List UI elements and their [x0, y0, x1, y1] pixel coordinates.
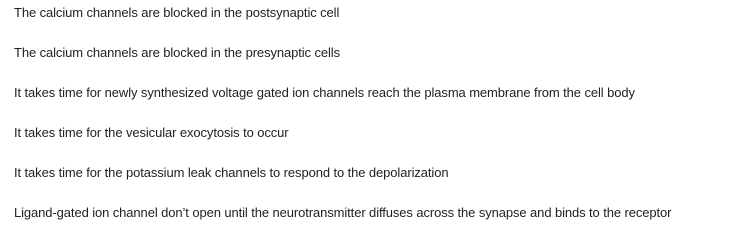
answer-option[interactable]	[0, 196, 735, 230]
answer-option[interactable]	[0, 0, 735, 30]
answer-option[interactable]	[0, 116, 735, 150]
answer-option-label: It takes time for the potassium leak channels to respond to the depolarization	[14, 165, 449, 180]
answer-option[interactable]	[0, 36, 735, 70]
answer-option[interactable]	[0, 76, 735, 110]
answer-option-label: It takes time for newly synthesized voltage gated ion channels reach the plasma membrane from the cell body	[14, 85, 635, 100]
answer-option-label: Ligand-gated ion channel don’t open until the neurotransmitter diffuses across the synapse and binds to the receptor	[14, 205, 672, 220]
answer-option-label: The calcium channels are blocked in the presynaptic cells	[14, 45, 340, 60]
answer-option-label: It takes time for the vesicular exocytosis to occur	[14, 125, 289, 140]
answer-option-label: The calcium channels are blocked in the postsynaptic cell	[14, 5, 340, 20]
answer-option[interactable]	[0, 156, 735, 190]
